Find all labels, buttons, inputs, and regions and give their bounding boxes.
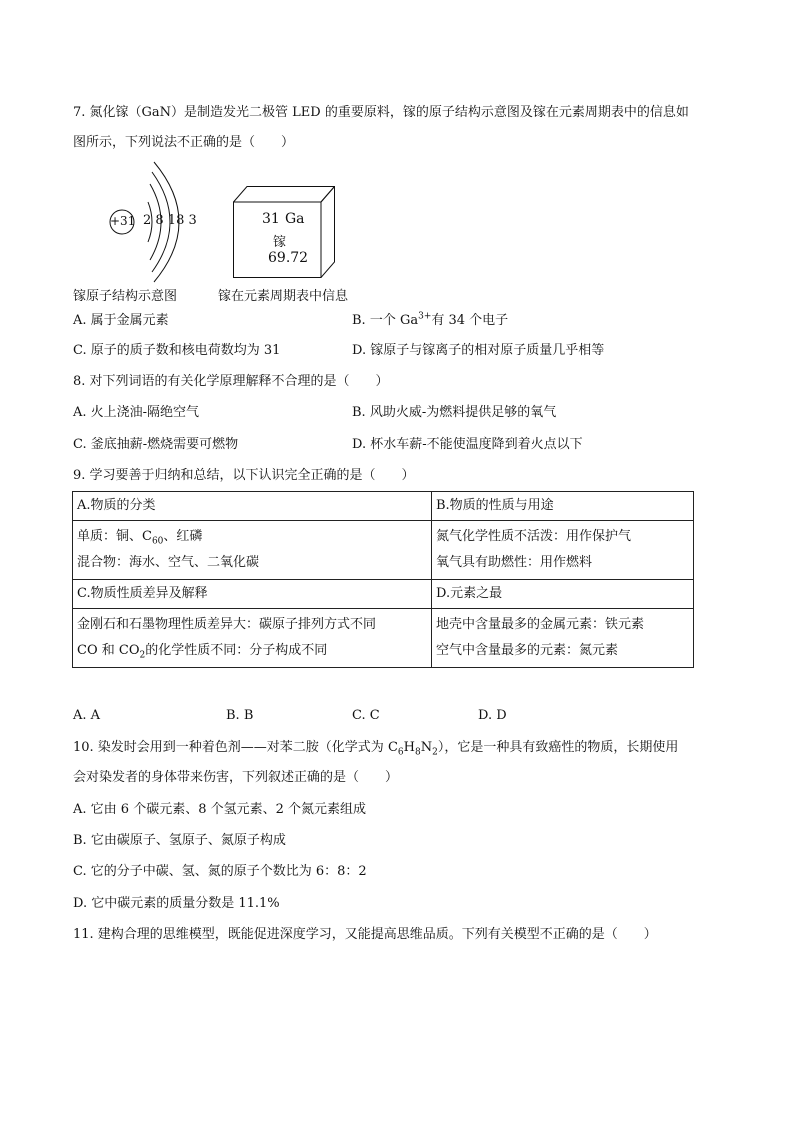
q8-option-b: B. 风助火威-为燃料提供足够的氧气	[352, 405, 557, 420]
q9-summary-table	[72, 491, 694, 668]
q10-option-d: D. 它中碳元素的质量分数是 11.1%	[73, 896, 280, 911]
a1-text-post: 、红磷	[163, 529, 203, 544]
q8-stem: 8. 对下列词语的有关化学原理解释不合理的是（ ）	[73, 374, 389, 389]
q10-text: 10. 染发时会用到一种着色剂——对苯二胺（化学式为 C	[73, 740, 398, 755]
table-header-d: D.元素之最	[432, 580, 694, 609]
atomic-number: 31	[262, 211, 280, 227]
q8-option-c: C. 釜底抽薪-燃烧需要可燃物	[73, 437, 239, 452]
table-cell-b-line1: 氮气化学性质不活泼：用作保护气	[436, 529, 632, 544]
q10-option-b: B. 它由碳原子、氢原子、氮原子构成	[73, 833, 286, 848]
electron-shell-numbers: 2 8 18 3	[143, 213, 197, 228]
q7-option-b-text: B. 一个 Ga	[352, 313, 419, 328]
table-cell-c-line1: 金刚石和石墨物理性质差异大：碳原子排列方式不同	[77, 617, 377, 632]
table-header-a: A.物质的分类	[73, 492, 432, 521]
table-cell-a	[73, 521, 432, 580]
formula-subscript: 6	[397, 747, 404, 758]
q9-stem: 9. 学习要善于归纳和总结，以下认识完全正确的是（ ）	[73, 468, 415, 483]
c2-text-post: 的化学性质不同：分子构成不同	[145, 643, 328, 658]
q11-stem: 11. 建构合理的思维模型，既能促进深度学习，又能提高思维品质。下列有关模型不正确的是（ ）	[73, 927, 657, 942]
a1-subscript: 60	[151, 536, 164, 547]
formula-n: N	[420, 740, 433, 755]
q7-stem-line2: 图所示，下列说法不正确的是（ ）	[73, 135, 295, 150]
q9-option-b: B. B	[226, 708, 254, 723]
table-cell-d-line1: 地壳中含量最多的金属元素：铁元素	[436, 617, 645, 632]
atomic-mass: 69.72	[268, 250, 309, 266]
c2-subscript: 2	[139, 650, 146, 661]
q10-stem-line1	[73, 739, 678, 757]
nucleus-charge: +31	[110, 214, 136, 228]
formula-subscript: 2	[432, 747, 438, 758]
q9-option-a: A. A	[73, 708, 101, 723]
q7-option-b-text-post: 有 34 个电子	[431, 313, 509, 328]
q7-option-c: C. 原子的质子数和核电荷数均为 31	[73, 343, 281, 358]
caption-periodic-cell: 镓在元素周期表中信息	[218, 289, 349, 304]
ion-charge: 3+	[418, 311, 432, 322]
table-cell-a-line2: 混合物：海水、空气、二氧化碳	[77, 555, 260, 570]
table-cell-a-line1	[77, 524, 427, 550]
formula-subscript: 8	[414, 747, 421, 758]
q10-option-a: A. 它由 6 个碳元素、8 个氢元素、2 个氮元素组成	[73, 802, 366, 817]
c2-text: CO 和 CO	[77, 643, 140, 658]
element-name: 镓	[273, 235, 287, 250]
q7-option-b	[352, 312, 508, 330]
table-cell-d	[432, 609, 694, 668]
table-cell-b	[432, 521, 694, 580]
q10-stem-line2: 会对染发者的身体带来伤害，下列叙述正确的是（ ）	[73, 770, 399, 785]
q10-text-post: ），它是一种具有致癌性的物质，长期使用	[437, 740, 679, 755]
table-header-b: B.物质的性质与用途	[432, 492, 694, 521]
q9-option-d: D. D	[478, 708, 507, 723]
q9-option-c: C. C	[352, 708, 380, 723]
q7-stem-line1: 7. 氮化镓（GaN）是制造发光二极管 LED 的重要原料，镓的原子结构示意图及镓在元素周期表中的信息如	[73, 105, 689, 120]
a1-text: 单质：铜、C	[77, 529, 152, 544]
formula-h: H	[403, 740, 415, 755]
q7-option-a: A. 属于金属元素	[73, 313, 169, 328]
q10-option-c: C. 它的分子中碳、氢、氮的原子个数比为 6：8：2	[73, 864, 367, 879]
q7-option-d: D. 镓原子与镓离子的相对原子质量几乎相等	[352, 343, 605, 358]
q8-option-d: D. 杯水车薪-不能使温度降到着火点以下	[352, 437, 583, 452]
table-cell-c-line2	[77, 638, 427, 664]
table-header-c: C.物质性质差异及解释	[73, 580, 432, 609]
element-symbol: Ga	[285, 211, 305, 227]
q8-option-a: A. 火上浇油-隔绝空气	[73, 405, 200, 420]
caption-atom-diagram: 镓原子结构示意图	[73, 289, 178, 304]
table-cell-c	[73, 609, 432, 668]
table-cell-d-line2: 空气中含量最多的元素：氮元素	[436, 643, 619, 658]
table-cell-b-line2: 氧气具有助燃性：用作燃料	[436, 555, 593, 570]
